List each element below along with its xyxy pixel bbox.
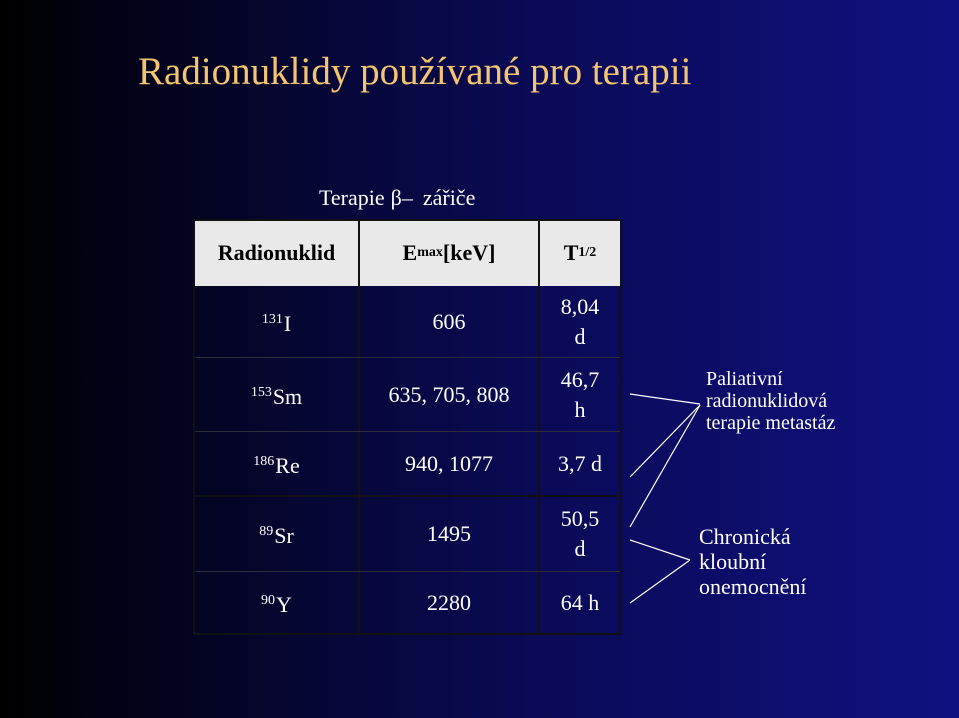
caption-beta: β– [390, 185, 413, 210]
note-chronic: Chronická kloubní onemocnění [699, 524, 807, 599]
cell-nuclide-re186: $^{186}$Re [253, 453, 300, 478]
cell-halflife-sr89: 50,5 d [560, 506, 600, 561]
cell-nuclide-sm153: $^{153}$Sm [250, 384, 303, 409]
header-radionuklid: Radionuklid [194, 220, 359, 286]
cell-emax-i131: 606 [432, 309, 466, 334]
caption-prefix: Terapie [319, 185, 385, 210]
connector-line [630, 540, 690, 560]
cell-nuclide-i131: $^{131}$I [261, 311, 292, 336]
cell-halflife-re186: 3,7 d [558, 451, 602, 476]
cell-halflife-i131: 8,04 d [560, 294, 600, 349]
cell-halflife-sm153: 46,7 h [560, 367, 600, 422]
slide-title: Radionuklidy používané pro terapii [138, 50, 692, 93]
header-half-life: T 1/2 [539, 220, 621, 286]
cell-nuclide-y90: $^{90}$Y [261, 592, 292, 617]
caption-word: zářiče [422, 185, 476, 210]
note-palliative: Paliativní radionuklidová terapie metastáz [706, 368, 836, 434]
cell-emax-sm153: 635, 705, 808 [388, 382, 510, 407]
cell-emax-re186: 940, 1077 [405, 451, 493, 476]
connector-line [630, 394, 700, 404]
connector-line [630, 560, 690, 603]
cell-emax-y90: 2280 [427, 590, 471, 615]
cell-emax-sr89: 1495 [427, 521, 471, 546]
cell-nuclide-sr89: $^{89}$Sr [259, 523, 294, 548]
header-emax: E max [keV] [359, 220, 539, 286]
cell-halflife-y90: 64 h [560, 590, 600, 615]
